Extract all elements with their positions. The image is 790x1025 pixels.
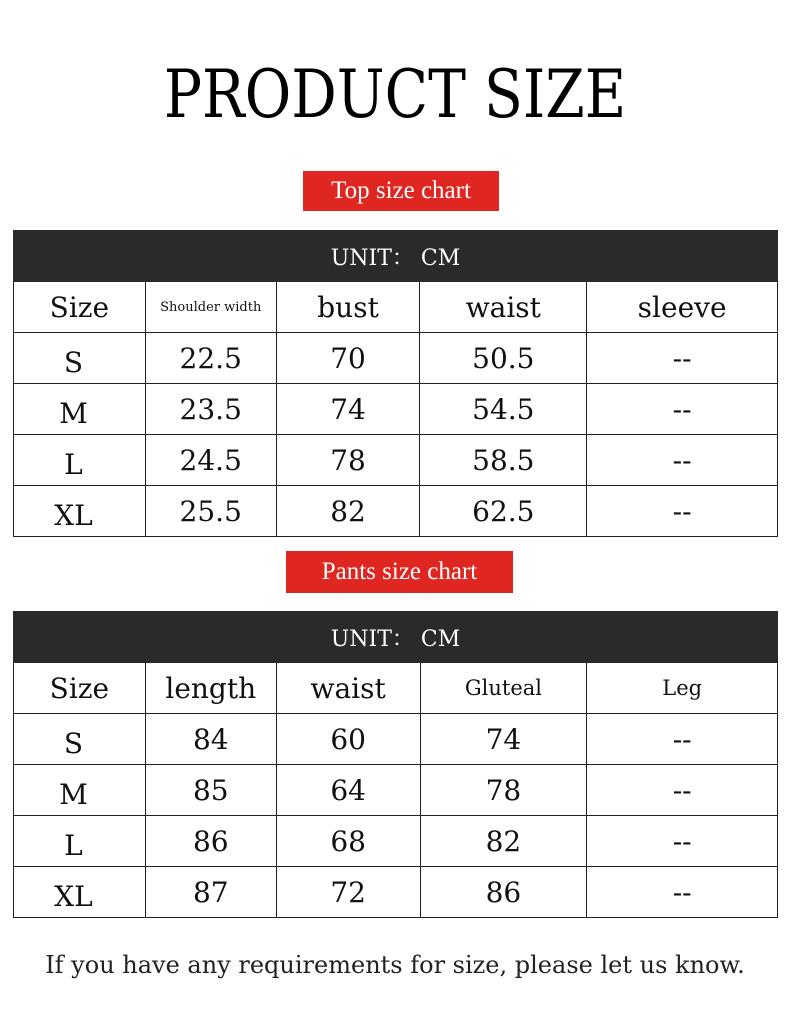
value-cell: 70: [276, 333, 420, 384]
value-cell: 54.5: [420, 384, 587, 435]
size-cell: [14, 867, 146, 918]
size-cell: [14, 486, 146, 537]
value-cell: 85: [145, 765, 276, 816]
size-label: M: [59, 777, 88, 811]
size-cell: [14, 765, 146, 816]
value-cell: 78: [420, 765, 587, 816]
value-cell: 68: [276, 816, 420, 867]
value-cell: 74: [276, 384, 420, 435]
size-label: XL: [54, 498, 93, 532]
value-cell: 50.5: [420, 333, 587, 384]
table-row: [14, 435, 778, 486]
value-cell: --: [587, 384, 778, 435]
value-cell: --: [587, 867, 778, 918]
value-cell: --: [587, 765, 778, 816]
value-cell: 62.5: [420, 486, 587, 537]
size-label: L: [64, 828, 83, 862]
table-row: [14, 867, 778, 918]
pants-unit-label: UNIT： CM: [14, 612, 778, 663]
table-row: [14, 333, 778, 384]
page-title: PRODUCT SIZE: [163, 56, 627, 133]
top-header-sleeve: sleeve: [587, 282, 778, 333]
pants-header-length: length: [145, 663, 276, 714]
pants-size-chart-banner: Pants size chart: [286, 551, 513, 593]
value-cell: --: [587, 714, 778, 765]
top-header-bust: bust: [276, 282, 420, 333]
size-cell: [14, 333, 146, 384]
top-header-size: Size: [14, 282, 146, 333]
pants-size-table: [13, 611, 778, 918]
value-cell: 87: [145, 867, 276, 918]
value-cell: 23.5: [145, 384, 276, 435]
value-cell: --: [587, 435, 778, 486]
value-cell: 86: [145, 816, 276, 867]
pants-header-size: Size: [14, 663, 146, 714]
size-label: L: [64, 447, 83, 481]
size-label: XL: [54, 879, 93, 913]
pants-header-row: [14, 663, 778, 714]
pants-header-gluteal: Gluteal: [420, 663, 587, 714]
table-row: [14, 816, 778, 867]
size-label: S: [63, 726, 83, 760]
value-cell: 22.5: [145, 333, 276, 384]
size-cell: [14, 435, 146, 486]
value-cell: --: [587, 333, 778, 384]
value-cell: 86: [420, 867, 587, 918]
value-cell: 84: [145, 714, 276, 765]
top-size-chart-banner: Top size chart: [303, 171, 499, 211]
top-header-row: [14, 282, 778, 333]
top-header-waist: waist: [420, 282, 587, 333]
table-row: [14, 765, 778, 816]
size-label: S: [63, 345, 83, 379]
table-row: [14, 486, 778, 537]
value-cell: --: [587, 486, 778, 537]
pants-header-waist: waist: [276, 663, 420, 714]
top-header-shoulder: Shoulder width: [145, 282, 276, 333]
pants-unit-row: [14, 612, 778, 663]
value-cell: 60: [276, 714, 420, 765]
value-cell: 78: [276, 435, 420, 486]
top-unit-label: UNIT： CM: [14, 231, 778, 282]
top-size-table: [13, 230, 778, 537]
value-cell: 58.5: [420, 435, 587, 486]
size-label: M: [59, 396, 88, 430]
size-cell: [14, 384, 146, 435]
value-cell: 74: [420, 714, 587, 765]
table-row: [14, 384, 778, 435]
value-cell: --: [587, 816, 778, 867]
value-cell: 25.5: [145, 486, 276, 537]
pants-header-leg: Leg: [587, 663, 778, 714]
value-cell: 72: [276, 867, 420, 918]
size-cell: [14, 714, 146, 765]
value-cell: 64: [276, 765, 420, 816]
value-cell: 24.5: [145, 435, 276, 486]
size-cell: [14, 816, 146, 867]
value-cell: 82: [420, 816, 587, 867]
value-cell: 82: [276, 486, 420, 537]
table-row: [14, 714, 778, 765]
footer-note: If you have any requirements for size, please let us know.: [45, 951, 745, 979]
top-unit-row: [14, 231, 778, 282]
